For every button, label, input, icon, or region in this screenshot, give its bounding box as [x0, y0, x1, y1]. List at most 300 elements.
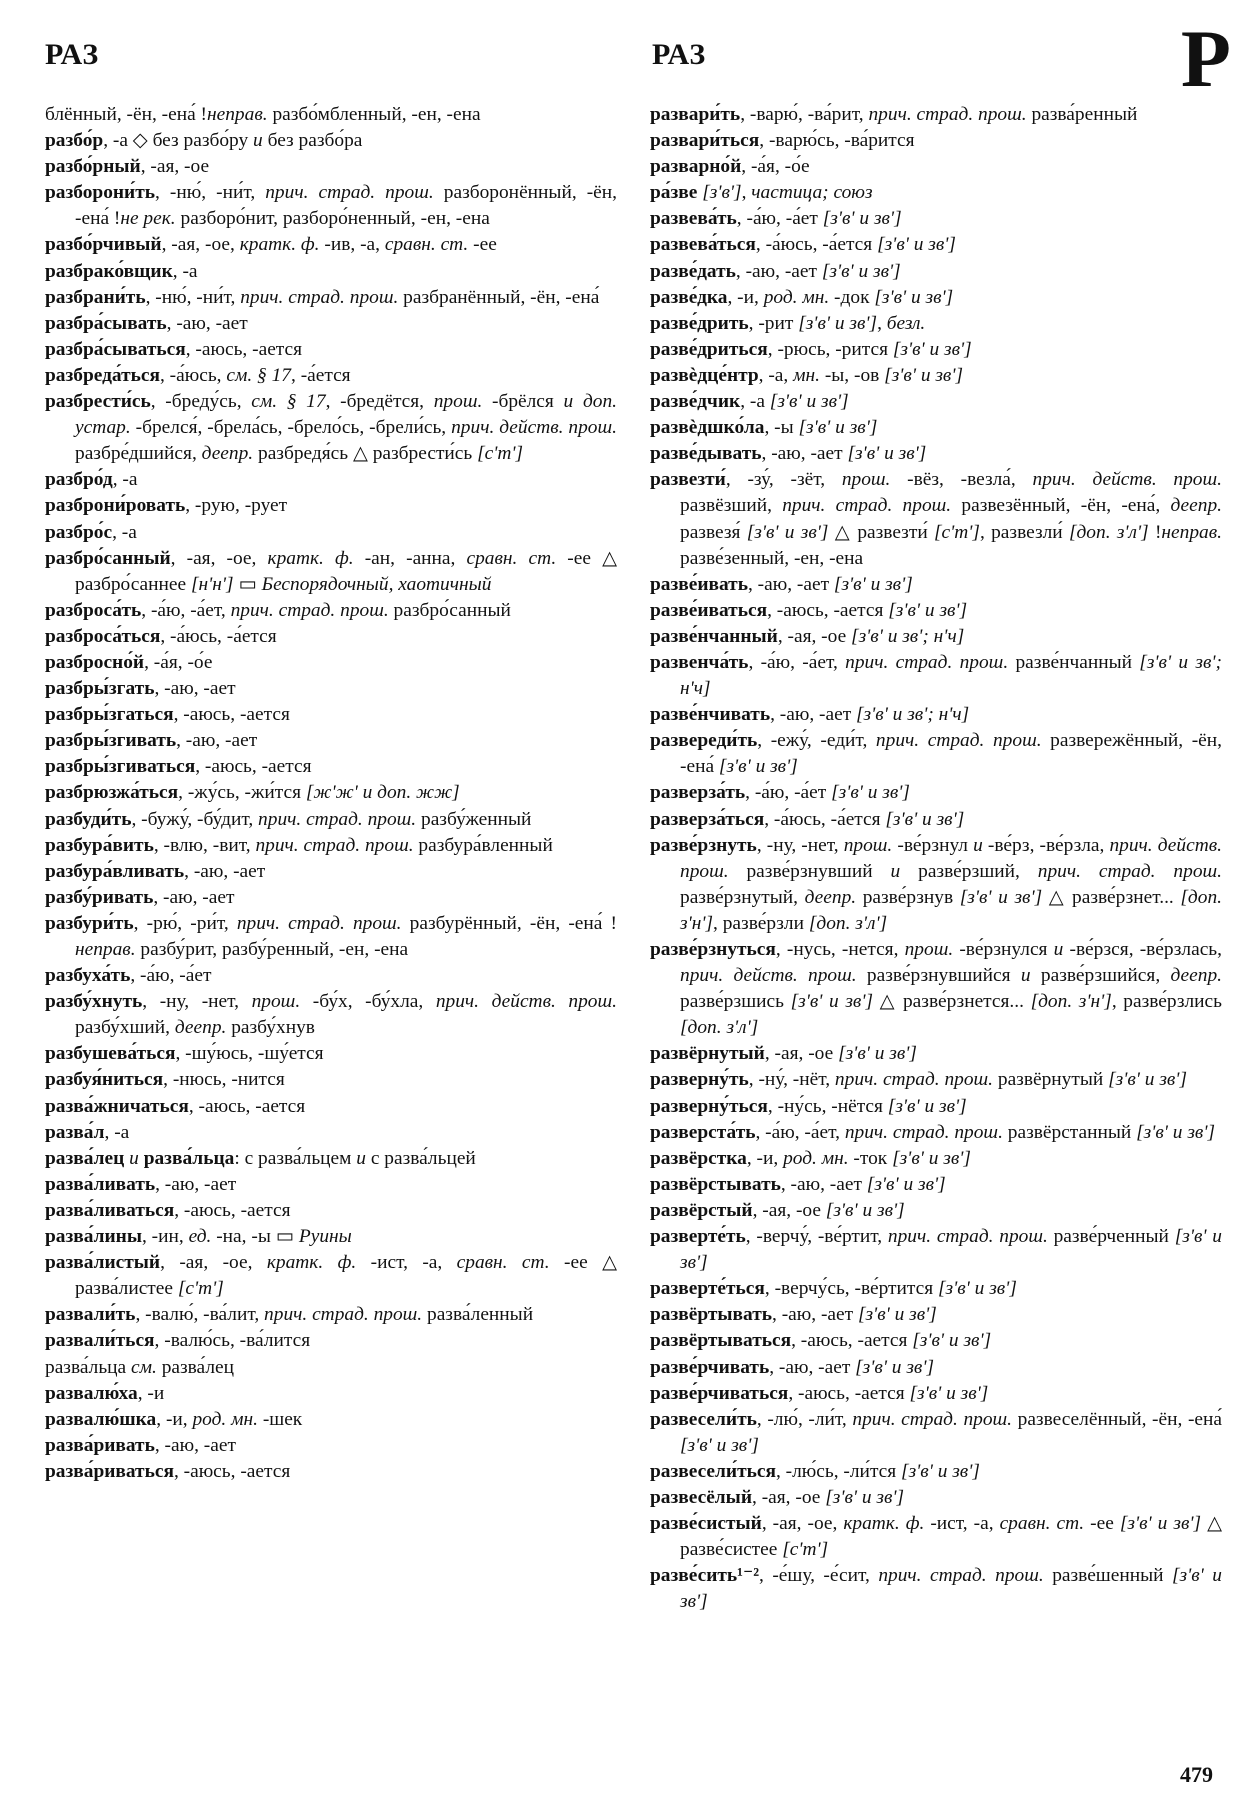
entry-text: !: [1148, 521, 1162, 543]
dictionary-entry: [45, 1146, 617, 1172]
dictionary-entry: [45, 520, 617, 546]
entry-text: без разбо́ра: [262, 130, 363, 152]
grammar-label: неправ.: [1161, 521, 1222, 543]
dictionary-entry: [650, 572, 1222, 598]
headword: разве́дчик: [650, 391, 741, 413]
entry-text: , -аю, -ает: [761, 443, 848, 465]
pronunciation-note: [з'в' и зв']: [884, 364, 964, 386]
pronunciation-note: [з'в' и зв']: [937, 1278, 1017, 1300]
pronunciation-note: [з'в' и зв']: [887, 1095, 967, 1117]
entry-text: , -ая, -ое,: [160, 1252, 267, 1274]
left-column: [45, 102, 617, 1485]
entry-text: -ве́рз, -ве́рзла,: [982, 834, 1110, 856]
entry-text: разве́рзнув: [856, 886, 960, 908]
headword: разва́риваться: [45, 1460, 174, 1482]
headword: разбу́ривать: [45, 886, 154, 908]
entry-text: , разве́рзлись: [1111, 991, 1223, 1013]
dictionary-entry: [45, 128, 617, 154]
dictionary-entry: [650, 1041, 1222, 1067]
headword: разбрести́сь: [45, 391, 151, 413]
grammar-label: и: [973, 834, 983, 856]
grammar-label: прич. страд. прош.: [887, 1226, 1048, 1248]
dictionary-entry: [45, 728, 617, 754]
entry-text: , -а: [112, 521, 137, 543]
grammar-label: см.: [131, 1356, 157, 1378]
entry-text: ,: [741, 182, 752, 204]
pronunciation-note: [з'в' и зв']: [822, 208, 902, 230]
headword: развѐдце́нтр: [650, 364, 759, 386]
dictionary-entry: [650, 1381, 1222, 1407]
grammar-label: прич. страд. прош.: [868, 104, 1027, 125]
entry-text: -вёз, -везла́,: [890, 469, 1033, 491]
entry-text: , -е́шу, -е́сит,: [759, 1565, 879, 1587]
headword: разбуди́ть: [45, 808, 132, 830]
headword: разверза́ть: [650, 782, 746, 804]
entry-text: , -аю, -ает: [153, 886, 235, 908]
dictionary-entry: [650, 363, 1222, 389]
dictionary-entry: [650, 728, 1222, 780]
pronunciation-note: [з'в' и зв']: [866, 1173, 946, 1195]
entry-text: развёрнутый: [993, 1069, 1109, 1091]
entry-text: , -ая, -ое: [140, 156, 210, 178]
dictionary-entry: [45, 624, 617, 650]
headword: разве́сить¹⁻²: [650, 1565, 760, 1587]
entry-text: , -а ◇ без разбо́ру: [103, 130, 254, 152]
entry-text: , -аю, -ает: [780, 1173, 867, 1195]
headword: разбушева́ться: [45, 1043, 176, 1065]
pronunciation-note: [з'в' и зв']: [1108, 1069, 1187, 1091]
dictionary-entry: [45, 1094, 617, 1120]
dictionary-entry: [650, 389, 1222, 415]
entry-text: , -а́юсь,: [159, 364, 227, 386]
grammar-label: прич. страд. прош.: [875, 730, 1042, 752]
dictionary-entry: [45, 702, 617, 728]
entry-text: разва́лец: [156, 1356, 234, 1378]
headword: разве́иваться: [650, 599, 768, 621]
entry-text: разве́рзший,: [900, 860, 1038, 882]
dictionary-entry: [45, 1355, 617, 1381]
entry-text: , -аю, -ает: [184, 860, 266, 882]
grammar-label: и: [890, 860, 901, 882]
grammar-label: безл.: [886, 312, 926, 334]
headword: разбро́д: [45, 469, 113, 491]
grammar-label: ед.: [188, 1226, 212, 1248]
entry-text: ,: [877, 312, 887, 334]
grammar-label: и: [356, 1147, 366, 1169]
headword: разва́ривать: [45, 1434, 155, 1456]
entry-text: разва́ленный: [422, 1304, 534, 1326]
dictionary-entry: [45, 807, 617, 833]
pronunciation-note: [з'в' и зв']: [821, 260, 901, 282]
entry-text: , -варю́, -ва́рит,: [740, 104, 869, 125]
grammar-label: см. § 17: [226, 364, 291, 386]
grammar-label: прич. страд. прош.: [240, 286, 399, 308]
dictionary-entry: [650, 1302, 1222, 1328]
entry-text: развезённый, -ён, -ена́,: [951, 495, 1171, 517]
dictionary-entry: [650, 259, 1222, 285]
grammar-label: прич. страд. прош.: [782, 495, 952, 517]
grammar-label: и доп. устар.: [75, 391, 617, 439]
headword: разве́рзнуть: [650, 834, 757, 856]
dictionary-entry: [45, 1224, 617, 1250]
pronunciation-note: [з'в' и зв']: [877, 234, 956, 256]
dictionary-entry: [650, 833, 1222, 937]
dictionary-entry: [45, 154, 617, 180]
pronunciation-note: [з'в' и зв']: [680, 1565, 1222, 1613]
headword: развёрстый: [650, 1199, 753, 1221]
entry-text: -ве́рзнул: [892, 834, 974, 856]
entry-text: , -аюсь, -ается: [195, 756, 312, 778]
headword: разверте́ть: [650, 1226, 746, 1248]
grammar-label: прич. страд. прош.: [264, 1304, 423, 1326]
entry-text: , -рюсь, -рится: [767, 338, 893, 360]
entry-text: -док: [829, 286, 875, 308]
headword: разва́жничаться: [45, 1095, 189, 1117]
pronunciation-note: [з'в' и зв']: [680, 1434, 759, 1456]
entry-text: , -бредётся,: [325, 391, 434, 413]
headword: разбрюзжа́ться: [45, 782, 179, 804]
dictionary-entry: [45, 1120, 617, 1146]
pronunciation-note: [з'в' и зв']: [847, 443, 927, 465]
headword: развали́ть: [45, 1304, 136, 1326]
headword: разве́дать: [650, 260, 736, 282]
pronunciation-note: [с'т']: [177, 1278, 224, 1300]
grammar-label: прич. страд. прош.: [844, 1121, 1003, 1143]
entry-text: , -а́я, -о́е: [144, 651, 213, 673]
grammar-label: сравн. ст.: [999, 1513, 1085, 1535]
dictionary-entry: [45, 337, 617, 363]
headword: развенча́ть: [650, 651, 749, 673]
entry-text: разбу́женный: [416, 808, 532, 830]
grammar-label: род. мн.: [763, 286, 830, 308]
dictionary-entry: [45, 232, 617, 258]
dictionary-entry: [650, 1120, 1222, 1146]
headword: разве́рчиваться: [650, 1382, 789, 1404]
entry-text: , -аю, -ает: [154, 1434, 236, 1456]
entry-text: , -аюсь, -ается: [791, 1330, 913, 1352]
entry-text: , -и: [137, 1382, 165, 1404]
headword: разва́льца: [143, 1147, 235, 1169]
headword: разве́нчивать: [650, 704, 771, 726]
headword: развалю́шка: [45, 1408, 157, 1430]
entry-text: , -а: [104, 1121, 130, 1143]
headword: развёрнутый: [650, 1043, 765, 1065]
entry-text: , -ы: [764, 417, 799, 439]
dictionary-entry: [650, 702, 1222, 728]
dictionary-entry: [45, 1198, 617, 1224]
dictionary-entry: [650, 1459, 1222, 1485]
dictionary-entry: [650, 1511, 1222, 1563]
dictionary-entry: [45, 754, 617, 780]
headword: разбра́сывать: [45, 312, 167, 334]
pronunciation-note: [з'в' и зв']: [798, 312, 878, 334]
entry-text: разве́рченный: [1047, 1226, 1175, 1248]
dictionary-entry: [650, 206, 1222, 232]
dictionary-entry: [45, 102, 617, 128]
entry-text: △ разве́систее: [680, 1513, 1222, 1561]
entry-text: , -аюсь, -ается: [767, 599, 889, 621]
entry-text: , -аюсь, -ается: [174, 1199, 291, 1221]
dictionary-entry: [45, 1067, 617, 1093]
grammar-label: деепр.: [174, 1017, 227, 1039]
dictionary-entry: [45, 780, 617, 806]
entry-text: -ист, -а,: [924, 1513, 1000, 1535]
entry-text: -ве́рзнулся: [953, 939, 1054, 960]
headword: разве́рзнуться: [650, 939, 776, 960]
dictionary-entry: [650, 102, 1222, 128]
headword: разве́дка: [650, 286, 728, 308]
headword: разва́лец: [45, 1147, 125, 1169]
entry-text: -ее △ разбро́саннее: [75, 547, 617, 595]
entry-text: , -нюсь, -нится: [163, 1069, 285, 1091]
pronunciation-note: [з'в' и зв'; н'ч]: [856, 704, 970, 726]
entry-text: , -ая, -ое: [777, 625, 852, 647]
grammar-label: прич. страд. прош.: [1037, 860, 1223, 882]
entry-text: , -а́ю, -а́ет: [745, 782, 832, 804]
entry-text: разва́льца: [45, 1356, 131, 1378]
entry-text: , разве́рзли: [713, 912, 809, 934]
entry-text: : с разва́льцем: [234, 1147, 357, 1169]
dictionary-entry: [45, 1250, 617, 1302]
grammar-label: и: [253, 130, 263, 152]
dictionary-entry: [45, 546, 617, 598]
headword: разва́л: [45, 1121, 105, 1143]
grammar-label: прич. действ. прош.: [451, 417, 617, 439]
grammar-label: прич. действ. прош.: [435, 991, 617, 1013]
grammar-label: см. § 17: [251, 391, 326, 413]
headword: разве́дриться: [650, 338, 768, 360]
entry-text: △ развезти́: [828, 521, 934, 543]
pronunciation-note: [з'в' и зв'; н'ч]: [851, 625, 965, 647]
entry-text: -брелся́, -брела́сь, -брело́сь, -брели́сь,: [130, 417, 452, 439]
entry-text: , -зу́, -зёт,: [725, 469, 842, 491]
headword: разбросно́й: [45, 651, 145, 673]
dictionary-entry: [45, 885, 617, 911]
dictionary-entry: [650, 1224, 1222, 1276]
pronunciation-note: [ж'ж' и доп. жж]: [305, 782, 460, 804]
headword: развева́ть: [650, 208, 737, 230]
headword: разва́листый: [45, 1252, 161, 1274]
entry-text: разборо́нит, разборо́ненный, -ен, -ена: [175, 208, 490, 230]
headword: развѐдшко́ла: [650, 417, 765, 439]
pronunciation-note: [з'в' и зв']: [959, 886, 1043, 908]
grammar-label: прош.: [841, 469, 891, 491]
page-number: 479: [1180, 1762, 1213, 1787]
headword: разбры́згаться: [45, 704, 174, 726]
pronunciation-note: [з'в' и зв']: [838, 1043, 917, 1065]
dictionary-entry: [650, 154, 1222, 180]
headword: развали́ться: [45, 1330, 155, 1352]
headword: развёрстка: [650, 1147, 747, 1169]
dictionary-entry: [45, 363, 617, 389]
dictionary-entry: [45, 493, 617, 519]
entry-text: , -а́ю, -а́ет,: [141, 599, 231, 621]
grammar-label: прич. страд. прош.: [834, 1069, 994, 1091]
grammar-label: прош.: [904, 939, 954, 960]
entry-text: разве́зенный, -ен, -ена: [680, 547, 864, 569]
entry-text: , -аю, -ает: [772, 1304, 858, 1326]
entry-text: , -бужу́, -бу́дит,: [131, 808, 259, 830]
entry-text: , -ежу́, -еди́т,: [757, 730, 876, 752]
entry-text: , -ая, -ое: [752, 1486, 826, 1508]
entry-text: , -рит: [748, 312, 799, 334]
headword: развесёлый: [650, 1486, 752, 1508]
entry-text: , -аюсь, -ается: [185, 338, 303, 360]
dictionary-entry: [45, 1459, 617, 1485]
entry-text: развезя́: [680, 521, 747, 543]
headword: развереди́ть: [650, 730, 758, 752]
entry-text: , -варю́сь, -ва́рится: [759, 130, 915, 152]
pronunciation-note: [з'в' и зв']: [885, 808, 965, 830]
section-letter: Р: [1180, 13, 1231, 104]
entry-text: разборонённый, -ён, -ена́ !: [75, 182, 618, 230]
entry-text: разве́нчанный: [1008, 651, 1140, 673]
dictionary-entry: [650, 1067, 1222, 1093]
dictionary-entry: [650, 441, 1222, 467]
entry-text: разве́рзнувшийся: [856, 965, 1021, 987]
dictionary-entry: [650, 128, 1222, 154]
dictionary-entry: [45, 911, 617, 963]
entry-text: , -а́ю, -а́ет: [130, 965, 212, 987]
entry-text: , -а́я, -о́е: [741, 156, 810, 178]
entry-text: , -а́юсь, -а́ется: [755, 234, 878, 256]
grammar-label: сравн. ст.: [384, 234, 469, 256]
dictionary-entry: [45, 650, 617, 676]
headword: развёрстывать: [650, 1173, 781, 1195]
entry-text: , -аю, -ает: [769, 1356, 856, 1378]
dictionary-entry: [650, 807, 1222, 833]
right-column: [650, 102, 1222, 1615]
dictionary-entry: [650, 1485, 1222, 1511]
entry-text: разва́ренный: [1026, 104, 1138, 125]
entry-text: -ве́рзся, -ве́рзлась,: [1063, 939, 1222, 960]
grammar-label: прич. действ. прош.: [680, 965, 857, 987]
grammar-label: прич. страд. прош.: [258, 808, 417, 830]
pronunciation-note: [з'в' и зв']: [746, 521, 829, 543]
grammar-label: сравн. ст.: [466, 547, 557, 569]
pronunciation-note: [н'н']: [190, 573, 234, 595]
dictionary-entry: [45, 1407, 617, 1433]
entry-text: разбро́санный: [388, 599, 511, 621]
entry-text: , -а: [740, 391, 770, 413]
entry-text: , -влю, -вит,: [153, 834, 256, 856]
headword: разверте́ться: [650, 1278, 765, 1300]
headword: развева́ться: [650, 234, 756, 256]
grammar-label: прош.: [251, 991, 301, 1013]
entry-text: , -лю́, -ли́т,: [756, 1408, 853, 1430]
headword: разверну́ться: [650, 1095, 768, 1117]
entry-text: -ее: [468, 234, 497, 256]
entry-text: , -а́ю, -а́ет,: [755, 1121, 845, 1143]
pronunciation-note: [з'в' и зв']: [857, 1304, 937, 1326]
headword: развари́ться: [650, 130, 760, 152]
dictionary-entry: [45, 598, 617, 624]
headword: разборони́ть: [45, 182, 156, 204]
grammar-label: неправ.: [207, 104, 268, 125]
grammar-label: род. мн.: [783, 1147, 849, 1169]
entry-text: развёзший,: [680, 495, 783, 517]
entry-text: , -аю, -ает: [176, 730, 258, 752]
entry-text: , -ая, -ое,: [761, 1513, 844, 1535]
entry-text: блённый, -ён, -ена́ !: [45, 104, 208, 125]
entry-text: , -аю, -ает: [770, 704, 857, 726]
dictionary-entry: [45, 389, 617, 467]
entry-text: разбре́дшийся,: [75, 443, 202, 465]
headword: разбры́згивать: [45, 730, 177, 752]
pronunciation-note: [з'в']: [702, 182, 742, 204]
headword: разве́дывать: [650, 443, 762, 465]
entry-text: -ее △ разва́листее: [75, 1252, 617, 1300]
entry-text: △ разве́рзнет...: [1042, 886, 1181, 908]
pronunciation-note: [с'т']: [477, 443, 524, 465]
entry-text: , -шу́юсь, -шу́ется: [175, 1043, 324, 1065]
headword: разве́рчивать: [650, 1356, 770, 1378]
entry-text: разбу́рит, разбу́ренный, -ен, -ена: [135, 939, 409, 960]
entry-text: , -а́юсь, -а́ется: [764, 808, 886, 830]
entry-text: разбу́хнув: [226, 1017, 315, 1039]
dictionary-entry: [45, 859, 617, 885]
grammar-label: род. мн.: [192, 1408, 258, 1430]
dictionary-entry: [45, 833, 617, 859]
pronunciation-note: [с'т']: [933, 521, 980, 543]
entry-text: △ разве́рзнется...: [873, 991, 1031, 1013]
dictionary-entry: [45, 963, 617, 989]
entry-text: разбредя́сь △ разбрести́сь: [253, 443, 478, 465]
grammar-label: прич. действ. прош.: [1032, 469, 1222, 491]
entry-text: , -и,: [746, 1147, 784, 1169]
entry-text: , -нусь, -нется,: [775, 939, 905, 960]
dictionary-entry: [650, 285, 1222, 311]
entry-text: , -и,: [727, 286, 764, 308]
headword: разбреда́ться: [45, 364, 160, 386]
entry-text: -брёлся: [482, 391, 564, 413]
entry-text: , -а́ю, -а́ет,: [748, 651, 846, 673]
dictionary-entry: [45, 989, 617, 1041]
pronunciation-note: [з'в' и зв']: [798, 417, 878, 439]
headword: разбура́вить: [45, 834, 154, 856]
grammar-label: прич. действ. прош.: [680, 834, 1222, 882]
grammar-label: Руины: [298, 1226, 352, 1248]
pronunciation-note: [з'в' и зв'; н'ч]: [680, 651, 1223, 700]
entry-text: , -аю, -ает: [155, 1173, 237, 1195]
entry-text: , -аю, -ает: [735, 260, 822, 282]
entry-text: , -ну́, -нёт,: [748, 1069, 835, 1091]
entry-text: -ток: [848, 1147, 893, 1169]
dictionary-entry: [45, 676, 617, 702]
pronunciation-note: [з'в' и зв']: [831, 782, 910, 804]
headword: разброса́ться: [45, 625, 161, 647]
dictionary-entry: [650, 337, 1222, 363]
pronunciation-note: [з'в' и зв']: [855, 1356, 935, 1378]
dictionary-entry: [45, 1433, 617, 1459]
dictionary-entry: [650, 311, 1222, 337]
headword: разбро́санный: [45, 547, 171, 569]
headword: развезти́: [650, 469, 726, 491]
headword: разве́дрить: [650, 312, 749, 334]
grammar-label: деепр.: [804, 886, 857, 908]
headword: разбры́згать: [45, 678, 155, 700]
grammar-label: сравн. ст.: [456, 1252, 550, 1274]
entry-text: -на, -ы ▭: [211, 1226, 299, 1248]
entry-text: , -аюсь, -ается: [788, 1382, 910, 1404]
headword: разбуя́ниться: [45, 1069, 164, 1091]
headword: разбуха́ть: [45, 965, 131, 987]
pronunciation-note: [з'в' и зв']: [1119, 1513, 1202, 1535]
dictionary-entry: [45, 311, 617, 337]
entry-text: , -а́ется: [291, 364, 351, 386]
pronunciation-note: [з'в' и зв']: [769, 391, 849, 413]
pronunciation-note: [з'в' и зв']: [888, 599, 968, 621]
